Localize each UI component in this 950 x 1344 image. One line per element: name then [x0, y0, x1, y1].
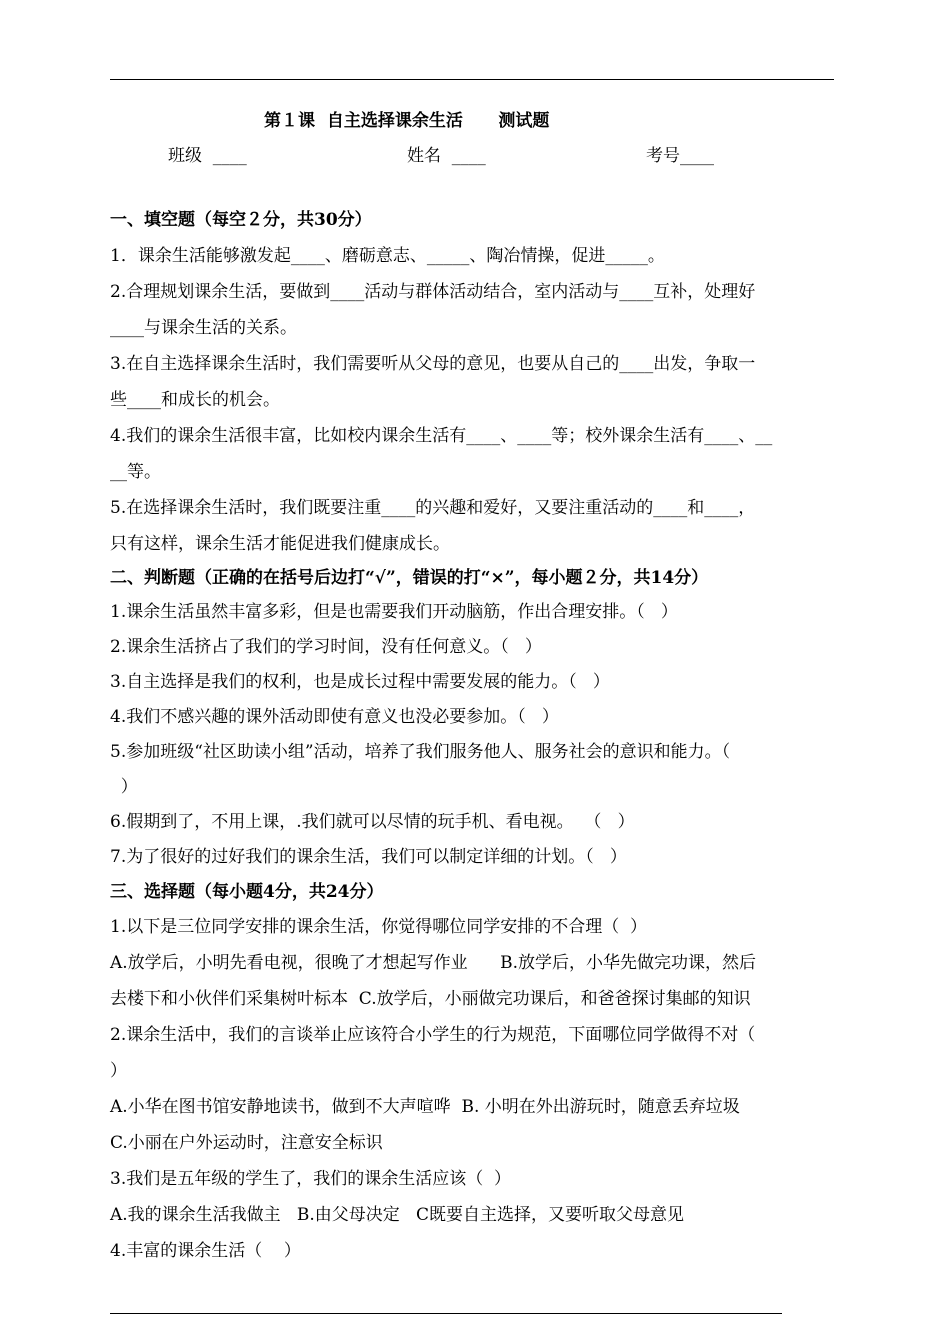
question-line: C.小丽在户外运动时，注意安全标识 [110, 1133, 383, 1153]
question-line: 2.合理规划课余生活，要做到____活动与群体活动结合，室内活动与____互补，处理好 [110, 282, 756, 302]
question-line: 4.丰富的课余生活（ ） [110, 1241, 301, 1261]
question-line: 7.为了很好的过好我们的课余生活，我们可以制定详细的计划。（ ） [110, 847, 627, 867]
question-line: __等。 [110, 462, 161, 482]
question-line: 3.自主选择是我们的权利，也是成长过程中需要发展的能力。（ ） [110, 672, 610, 692]
section-heading-true-false: 二、判断题（正确的在括号后边打“√”，错误的打“×”，每小题２分，共14分） [110, 568, 709, 588]
name-field: 姓名 ____ [407, 146, 486, 166]
section-heading-multiple-choice: 三、选择题（每小题4分，共24分） [110, 882, 384, 902]
question-line: 5.参加班级“社区助读小组”活动，培养了我们服务他人、服务社会的意识和能力。（ [110, 742, 731, 762]
question-line: 3.在自主选择课余生活时，我们需要听从父母的意见，也要从自己的____出发，争取一 [110, 354, 756, 374]
question-line: 4.我们不感兴趣的课外活动即使有意义也没必要参加。（ ） [110, 707, 559, 727]
question-line: 只有这样，课余生活才能促进我们健康成长。 [110, 534, 450, 554]
question-line: A.放学后，小明先看电视，很晚了才想起写作业 B.放学后，小华先做完功课，然后 [110, 953, 756, 973]
question-line: 1.以下是三位同学安排的课余生活，你觉得哪位同学安排的不合理（ ） [110, 917, 648, 937]
top-rule [110, 79, 834, 80]
question-line: 去楼下和小伙伴们采集树叶标本 C.放学后，小丽做完功课后，和爸爸探讨集邮的知识 [110, 989, 751, 1009]
question-line: ____与课余生活的关系。 [110, 318, 297, 338]
question-line: ） [110, 1061, 127, 1081]
page-title: 第１课 自主选择课余生活 测试题 [264, 111, 550, 131]
question-line: ） [110, 777, 138, 797]
class-field: 班级 ____ [168, 146, 247, 166]
bottom-rule [110, 1313, 782, 1314]
question-line: 1．课余生活能够激发起____、磨砺意志、_____、陶冶情操，促进_____。 [110, 246, 665, 266]
question-line: 5.在选择课余生活时，我们既要注重____的兴趣和爱好，又要注重活动的____和____， [110, 498, 756, 518]
question-line: A.我的课余生活我做主 B.由父母决定 C既要自主选择，又要听取父母意见 [110, 1205, 685, 1225]
section-heading-fill-blank: 一、填空题（每空２分，共30分） [110, 210, 372, 230]
exam-number-field: 考号____ [646, 146, 714, 166]
question-line: 1.课余生活虽然丰富多彩，但是也需要我们开动脑筋，作出合理安排。（ ） [110, 602, 678, 622]
question-line: 4.我们的课余生活很丰富，比如校内课余生活有____、____等；校外课余生活有____、__ [110, 426, 773, 446]
question-line: A.小华在图书馆安静地读书，做到不大声喧哗 B. 小明在外出游玩时，随意丢弃垃圾 [110, 1097, 740, 1117]
question-line: 6.假期到了，不用上课，.我们就可以尽情的玩手机、看电视。 （ ） [110, 812, 635, 832]
question-line: 2.课余生活挤占了我们的学习时间，没有任何意义。（ ） [110, 637, 542, 657]
question-line: 3.我们是五年级的学生了，我们的课余生活应该（ ） [110, 1169, 512, 1189]
question-line: 些____和成长的机会。 [110, 390, 280, 410]
question-line: 2.课余生活中，我们的言谈举止应该符合小学生的行为规范，下面哪位同学做得不对（ [110, 1025, 756, 1045]
